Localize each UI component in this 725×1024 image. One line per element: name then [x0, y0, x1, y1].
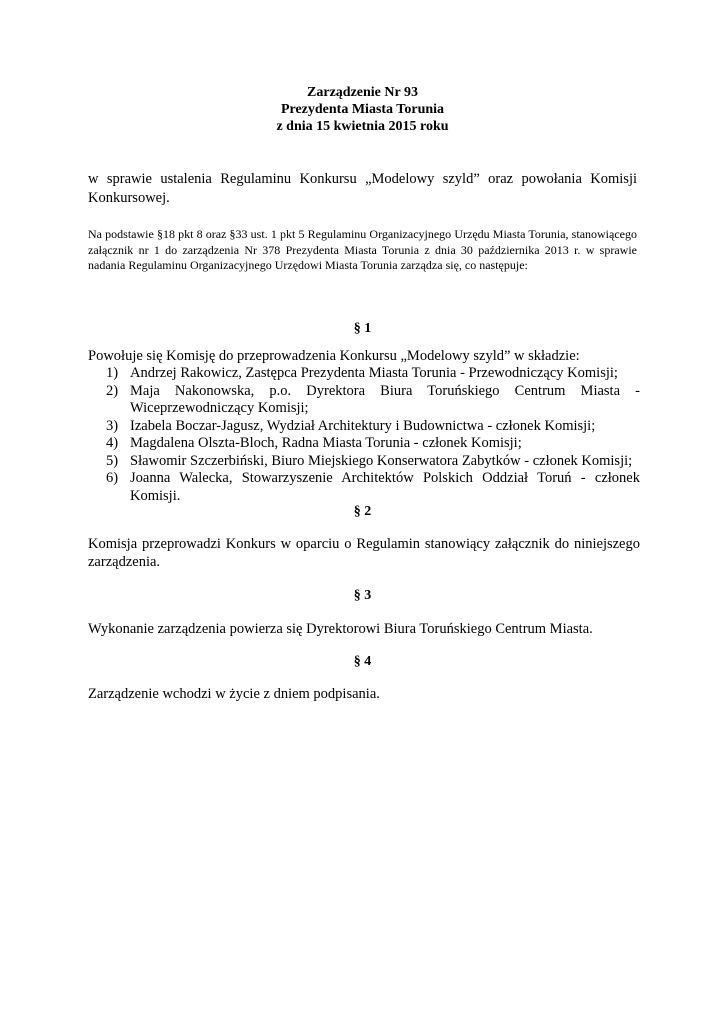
list-item-text: Maja Nakonowska, p.o. Dyrektora Biura Toruńskiego Centrum Miasta - Wiceprzewodniczący Komisji;	[130, 382, 640, 416]
document-header	[0, 84, 725, 135]
list-item	[88, 365, 640, 383]
section-1-sign: § 1	[353, 321, 372, 336]
list-item-text: Andrzej Rakowicz, Zastępca Prezydenta Miasta Torunia - Przewodniczący Komisji;	[130, 365, 618, 381]
list-item-text: Izabela Boczar-Jagusz, Wydział Architektury i Budownictwa - członek Komisji;	[130, 417, 596, 434]
document-subject: w sprawie ustalenia Regulaminu Konkursu „Modelowy szyld” oraz powołania Komisji Konkursowej.	[88, 171, 637, 206]
legal-basis: Na podstawie §18 pkt 8 oraz §33 ust. 1 pkt 5 Regulaminu Organizacyjnego Urzędu Miasta Torunia, stanowiącego załącznik nr 1 do zarządzenia Nr 378 Prezydenta Miasta Torunia z dnia 30 października 2013 r. w sprawie nadania Regulaminu Organizacyjnego Urzędowi Miasta Torunia zarządza się, co następuje:	[88, 227, 637, 273]
header-date: z dnia 15 kwietnia 2015 roku	[276, 119, 449, 134]
list-item-number: 5)	[106, 452, 119, 469]
header-issuer: Prezydenta Miasta Torunia	[280, 102, 445, 117]
list-item-text: Magdalena Olszta-Bloch, Radna Miasta Torunia - członek Komisji;	[130, 435, 522, 451]
committee-members-list	[88, 365, 640, 505]
list-item-number: 3)	[106, 417, 119, 434]
section-3-sign: § 3	[353, 588, 372, 603]
list-item	[88, 453, 640, 471]
list-item-text: Joanna Walecka, Stowarzyszenie Architektów Polskich Oddział Toruń - członek Komisji.	[130, 470, 640, 504]
section-2-sign: § 2	[353, 504, 372, 519]
list-item-number: 6)	[106, 470, 119, 486]
list-item	[88, 435, 640, 453]
section-4-text: Zarządzenie wchodzi w życie z dniem podpisania.	[88, 686, 380, 702]
list-item-number: 4)	[106, 435, 119, 451]
section-4-sign: § 4	[353, 654, 372, 669]
list-item-text: Sławomir Szczerbiński, Biuro Miejskiego Konserwatora Zabytków - członek Komisji;	[130, 452, 633, 469]
list-item	[88, 383, 640, 418]
list-item	[88, 470, 640, 505]
header-title: Zarządzenie Nr 93	[307, 85, 418, 100]
section-2-text: Komisja przeprowadzi Konkurs w oparciu o Regulamin stanowiący załącznik do niniejszego zarządzenia.	[88, 536, 640, 570]
list-item-number: 2)	[106, 382, 119, 399]
section-3-text: Wykonanie zarządzenia powierza się Dyrektorowi Biura Toruńskiego Centrum Miasta.	[88, 621, 593, 637]
section-1-intro: Powołuje się Komisję do przeprowadzenia Konkursu „Modelowy szyld” w składzie:	[88, 348, 580, 364]
list-item	[88, 418, 640, 436]
list-item-number: 1)	[106, 365, 119, 381]
